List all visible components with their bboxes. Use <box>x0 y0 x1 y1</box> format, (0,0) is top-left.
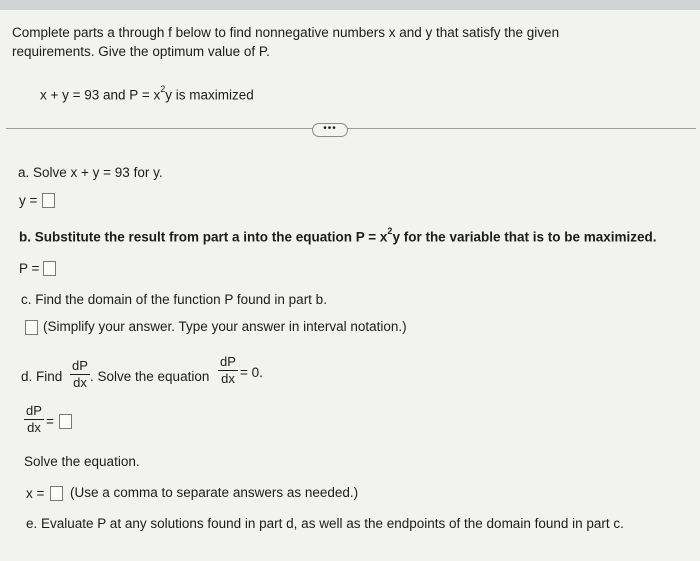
part-b-answer-label: P = <box>19 261 40 276</box>
part-b-text-left: b. Substitute the result from part a into the equation P = x <box>19 229 388 245</box>
part-d-derivative-input[interactable] <box>59 414 72 429</box>
intro-line-2: requirements. Give the optimum value of P. <box>12 44 270 59</box>
part-d-answer-fraction <box>24 404 44 435</box>
fraction-denominator: dx <box>73 375 87 390</box>
part-d-equals-zero: = 0. <box>240 365 263 380</box>
part-c-answer-input[interactable] <box>25 320 38 335</box>
intro-equation <box>40 83 254 104</box>
expand-more-button[interactable]: ••• <box>312 123 348 137</box>
part-d-answer-equals: = <box>46 414 54 429</box>
fraction-denominator: dx <box>221 371 235 386</box>
part-c-hint: (Simplify your answer. Type your answer in interval notation.) <box>43 319 407 334</box>
fraction-numerator: dP <box>72 358 88 373</box>
fraction-numerator: dP <box>26 403 42 418</box>
part-c-instruction: c. Find the domain of the function P found in part b. <box>21 292 327 307</box>
intro-equation-right: y is maximized <box>165 87 254 103</box>
part-d-derivative-fraction <box>70 359 90 390</box>
part-d-solve-label: Solve the equation. <box>24 454 140 469</box>
part-a-instruction: a. Solve x + y = 93 for y. <box>18 165 163 180</box>
fraction-denominator: dx <box>27 420 41 435</box>
intro-line-1: Complete parts a through f below to find nonnegative numbers x and y that satisfy the given <box>12 25 560 40</box>
part-e-instruction: e. Evaluate P at any solutions found in part d, as well as the endpoints of the domain found in part c. <box>26 516 624 531</box>
part-d-solve-text: . Solve the equation <box>90 369 210 384</box>
part-a-answer-label: y = <box>19 193 38 208</box>
part-b-exponent: 2 <box>387 226 393 236</box>
part-a-answer-input[interactable] <box>42 193 55 208</box>
part-d-find-label: d. Find <box>21 369 63 384</box>
part-d-equation-fraction <box>218 355 238 386</box>
part-d-x-hint: (Use a comma to separate answers as needed.) <box>70 485 359 500</box>
part-b-text-right: y for the variable that is to be maximized. <box>392 229 657 245</box>
intro-equation-exponent: 2 <box>160 84 166 94</box>
section-divider <box>6 128 696 129</box>
part-d-x-label: x = <box>26 486 45 501</box>
top-strip <box>0 0 700 10</box>
part-d-x-input[interactable] <box>50 486 63 501</box>
intro-equation-left: x + y = 93 and P = x <box>40 87 161 103</box>
part-b-instruction <box>19 225 657 246</box>
fraction-numerator: dP <box>220 354 236 369</box>
part-b-answer-input[interactable] <box>43 261 56 276</box>
